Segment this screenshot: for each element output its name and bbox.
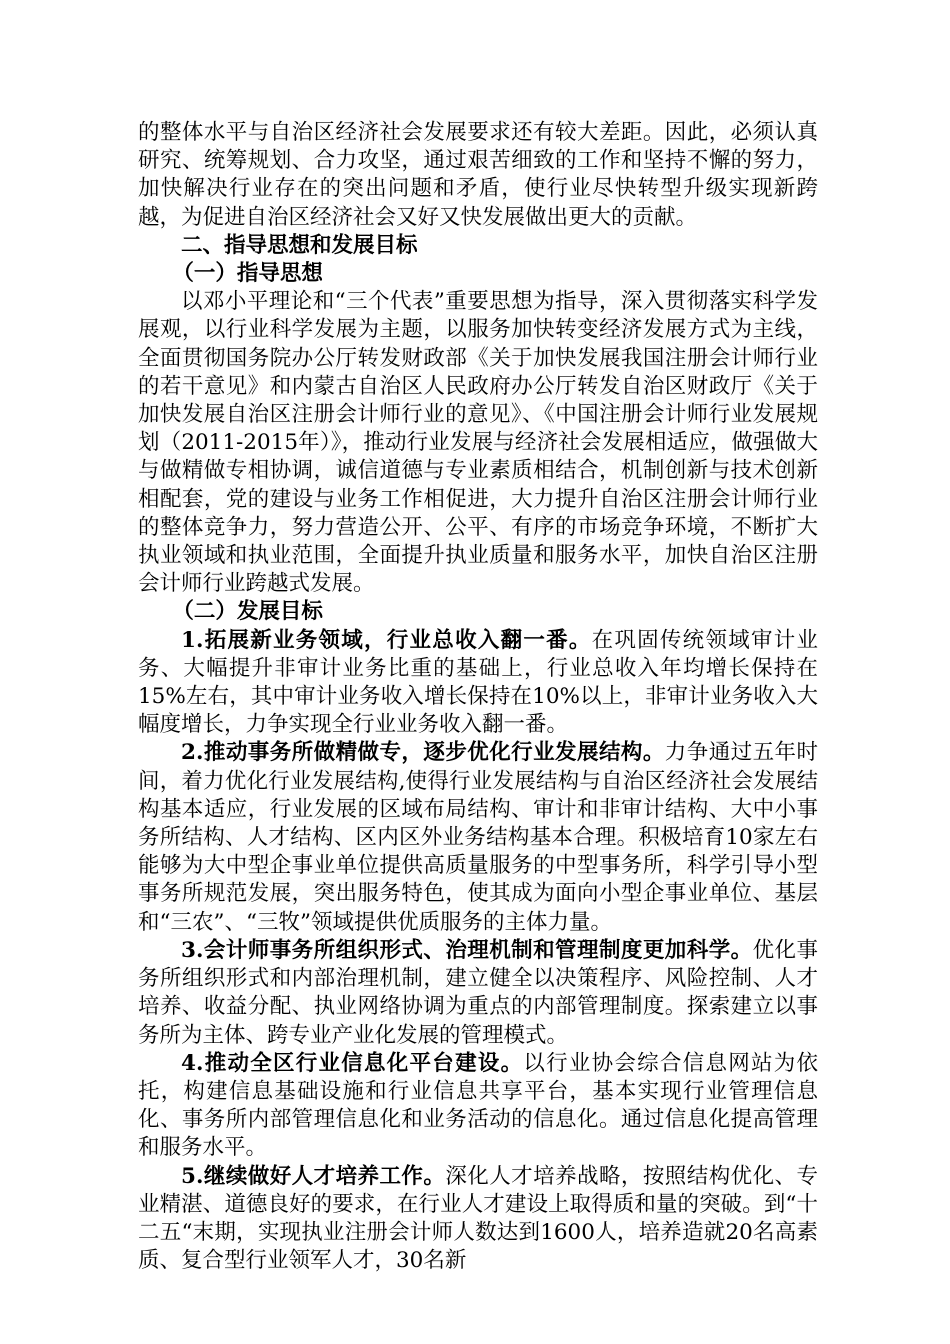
goal-paragraph-5 bbox=[138, 1163, 818, 1276]
goal-lead-1: 1.拓展新业务领域，行业总收入翻一番。 bbox=[181, 627, 592, 653]
goal-paragraph-4 bbox=[138, 1050, 818, 1163]
goal-paragraph-3 bbox=[138, 937, 818, 1050]
goal-lead-4: 4.推动全区行业信息化平台建设。 bbox=[181, 1050, 524, 1076]
document-page bbox=[138, 119, 818, 1275]
goal-body-3: 优化事务所组织形式和内部治理机制，建立健全以决策程序、风险控制、人才培养、收益分配、执业网络协调为重点的内部管理制度。探索建立以事务所为主体、跨专业产业化发展的管理模式。 bbox=[138, 937, 818, 1048]
goal-paragraph-1 bbox=[138, 627, 818, 740]
goal-body-1: 在巩固传统领域审计业务、大幅提升非审计业务比重的基础上，行业总收入年均增长保持在15%左右，其中审计业务收入增长保持在10%以上，非审计业务收入大幅度增长，力争实现全行业业务收入翻一番。 bbox=[138, 627, 818, 738]
section-heading: 二、指导思想和发展目标 bbox=[181, 232, 418, 258]
intro-paragraph: 的整体水平与自治区经济社会发展要求还有较大差距。因此，必须认真研究、统筹规划、合力攻坚，通过艰苦细致的工作和坚持不懈的努力，加快解决行业存在的突出问题和矛盾，使行业尽快转型升级实现新跨越，为促进自治区经济社会又好又快发展做出更大的贡献。 bbox=[138, 120, 818, 230]
goal-paragraph-2 bbox=[138, 739, 818, 936]
goal-lead-5: 5.继续做好人才培养工作。 bbox=[181, 1163, 446, 1189]
goal-body-5: 深化人才培养战略，按照结构优化、专业精湛、道德良好的要求，在行业人才建设上取得质和量的突破。到“十二五“末期，实现执业注册会计师人数达到1600人，培养造就20名高素质、复合型行业领军人才，30名新 bbox=[138, 1163, 818, 1274]
goal-lead-3: 3.会计师事务所组织形式、治理机制和管理制度更加科学。 bbox=[181, 937, 753, 963]
guiding-ideology-paragraph: 以邓小平理论和“三个代表”重要思想为指导，深入贯彻落实科学发展观，以行业科学发展为主题，以服务加快转变经济发展方式为主线，全面贯彻国务院办公厅转发财政部《关于加快发展我国注册会计师行业的若干意见》和内蒙古自治区人民政府办公厅转发自治区财政厅《关于加快发展自治区注册会计师行业的意见》、《中国注册会计师行业发展规划（2011-2015年）》，推动行业发展与经济社会发展相适应，做强做大与做精做专相协调，诚信道德与专业素质相结合，机制创新与技术创新相配套，党的建设与业务工作相促进，大力提升自治区注册会计师行业的整体竞争力，努力营造公开、公平、有序的市场竞争环境，不断扩大执业领域和执业范围，全面提升执业质量和服务水平，加快自治区注册会计师行业跨越式发展。 bbox=[138, 289, 818, 597]
subsection-heading-development-goals: （二）发展目标 bbox=[172, 599, 323, 625]
goal-body-2: 力争通过五年时间，着力优化行业发展结构,使得行业发展结构与自治区经济社会发展结构基本适应，行业发展的区域布局结构、审计和非审计结构、大中小事务所结构、人才结构、区内区外业务结构基本合理。积极培育10家左右能够为大中型企事业单位提供高质量服务的中型事务所，科学引导小型事务所规范发展，突出服务特色，使其成为面向小型企事业单位、基层和“三农”、“三牧”领域提供优质服务的主体力量。 bbox=[138, 740, 818, 935]
goal-body-4: 以行业协会综合信息网站为依托，构建信息基础设施和行业信息共享平台，基本实现行业管理信息化、事务所内部管理信息化和业务活动的信息化。通过信息化提高管理和服务水平。 bbox=[138, 1050, 818, 1161]
subsection-heading-guiding-ideology: （一）指导思想 bbox=[172, 261, 323, 287]
goal-lead-2: 2.推动事务所做精做专，逐步优化行业发展结构。 bbox=[181, 740, 665, 766]
